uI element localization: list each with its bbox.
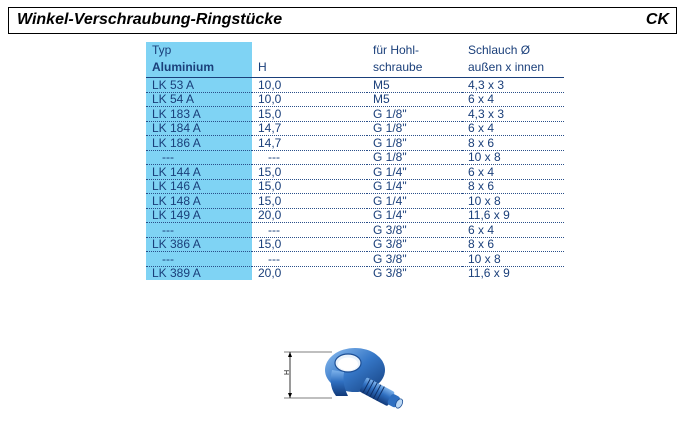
table-row <box>146 179 564 194</box>
cell-hohlschraube: G 1/4" <box>367 208 462 223</box>
cell-typ: LK 389 A <box>146 266 252 280</box>
cell-h: 15,0 <box>252 107 367 122</box>
header-schlauch-top: Schlauch Ø <box>468 43 531 57</box>
cell-typ: LK 144 A <box>146 165 252 180</box>
cell-hohlschraube: G 1/8" <box>367 107 462 122</box>
header-aluminium: Aluminium <box>146 59 252 78</box>
cell-h: --- <box>252 252 367 267</box>
cell-typ: --- <box>146 223 252 238</box>
table-row <box>146 78 564 93</box>
header-h-top <box>252 42 367 59</box>
table-row <box>146 223 564 238</box>
header-typ: Typ <box>146 42 252 59</box>
cell-typ: LK 183 A <box>146 107 252 122</box>
table-row <box>146 136 564 151</box>
cell-typ: --- <box>146 252 252 267</box>
cell-h: 10,0 <box>252 78 367 93</box>
cell-schlauch: 11,6 x 9 <box>462 208 564 223</box>
cell-h: 14,7 <box>252 136 367 151</box>
cell-hohlschraube: G 3/8" <box>367 252 462 267</box>
cell-h: 15,0 <box>252 237 367 252</box>
cell-h: 14,7 <box>252 121 367 136</box>
cell-hohlschraube: M5 <box>367 92 462 107</box>
cell-typ: LK 149 A <box>146 208 252 223</box>
threaded-nipple <box>359 377 405 412</box>
cell-hohlschraube: G 1/4" <box>367 179 462 194</box>
cell-hohlschraube: G 1/4" <box>367 194 462 209</box>
cell-schlauch: 8 x 6 <box>462 237 564 252</box>
cell-typ: LK 146 A <box>146 179 252 194</box>
cell-schlauch: 8 x 6 <box>462 136 564 151</box>
cell-hohlschraube: G 3/8" <box>373 266 407 280</box>
arrow-down-icon <box>288 393 292 398</box>
cell-h: 20,0 <box>258 266 282 280</box>
table-row <box>146 107 564 122</box>
fitting-illustration <box>270 338 415 423</box>
title-bar <box>8 7 677 34</box>
section-code: CK <box>645 11 669 28</box>
cell-h: 15,0 <box>252 179 367 194</box>
ring-bore-inner <box>338 358 358 371</box>
cell-hohlschraube: G 1/4" <box>367 165 462 180</box>
cell-typ: LK 386 A <box>146 237 252 252</box>
table-row <box>146 150 564 165</box>
header-h: H <box>252 59 367 78</box>
table-row <box>146 237 564 252</box>
cell-h: 20,0 <box>252 208 367 223</box>
table-row <box>146 266 564 280</box>
header-schlauch: außen x innen <box>462 59 564 78</box>
cell-schlauch: 10 x 8 <box>462 252 564 267</box>
cell-typ: LK 184 A <box>146 121 252 136</box>
cell-schlauch: 4,3 x 3 <box>462 78 564 93</box>
cell-schlauch: 11,6 x 9 <box>468 266 510 280</box>
cell-schlauch: 6 x 4 <box>462 92 564 107</box>
arrow-up-icon <box>288 352 292 357</box>
cell-schlauch: 10 x 8 <box>462 194 564 209</box>
cell-hohlschraube: G 1/8" <box>367 136 462 151</box>
page-title: Winkel-Verschraubung-Ringstücke <box>17 11 283 28</box>
table-row <box>146 252 564 267</box>
cell-h: 15,0 <box>252 165 367 180</box>
cell-typ: LK 186 A <box>146 136 252 151</box>
table-row <box>146 194 564 209</box>
cell-schlauch: 10 x 8 <box>462 150 564 165</box>
dimension-label: H <box>284 369 291 375</box>
cell-schlauch: 6 x 4 <box>462 121 564 136</box>
cell-h: --- <box>252 150 367 165</box>
table-row <box>146 165 564 180</box>
table-header-row <box>146 59 564 78</box>
cell-typ: LK 53 A <box>146 78 252 93</box>
cell-typ: LK 54 A <box>146 92 252 107</box>
cell-h: 15,0 <box>252 194 367 209</box>
cell-schlauch: 4,3 x 3 <box>462 107 564 122</box>
table-row <box>146 121 564 136</box>
header-hohlschraube-top: für Hohl- <box>373 43 420 57</box>
cell-typ: LK 148 A <box>146 194 252 209</box>
cell-hohlschraube: M5 <box>367 78 462 93</box>
cell-schlauch: 6 x 4 <box>462 165 564 180</box>
cell-h: 10,0 <box>252 92 367 107</box>
spec-table <box>146 42 564 280</box>
cell-h: --- <box>252 223 367 238</box>
cell-hohlschraube: G 3/8" <box>367 223 462 238</box>
cell-hohlschraube: G 3/8" <box>367 237 462 252</box>
cell-schlauch: 8 x 6 <box>462 179 564 194</box>
header-hohlschraube: schraube <box>367 59 462 78</box>
table-row <box>146 208 564 223</box>
cell-typ: --- <box>146 150 252 165</box>
cell-hohlschraube: G 1/8" <box>367 150 462 165</box>
table-header-row <box>146 42 564 59</box>
cell-schlauch: 6 x 4 <box>462 223 564 238</box>
table-row <box>146 92 564 107</box>
cell-hohlschraube: G 1/8" <box>367 121 462 136</box>
